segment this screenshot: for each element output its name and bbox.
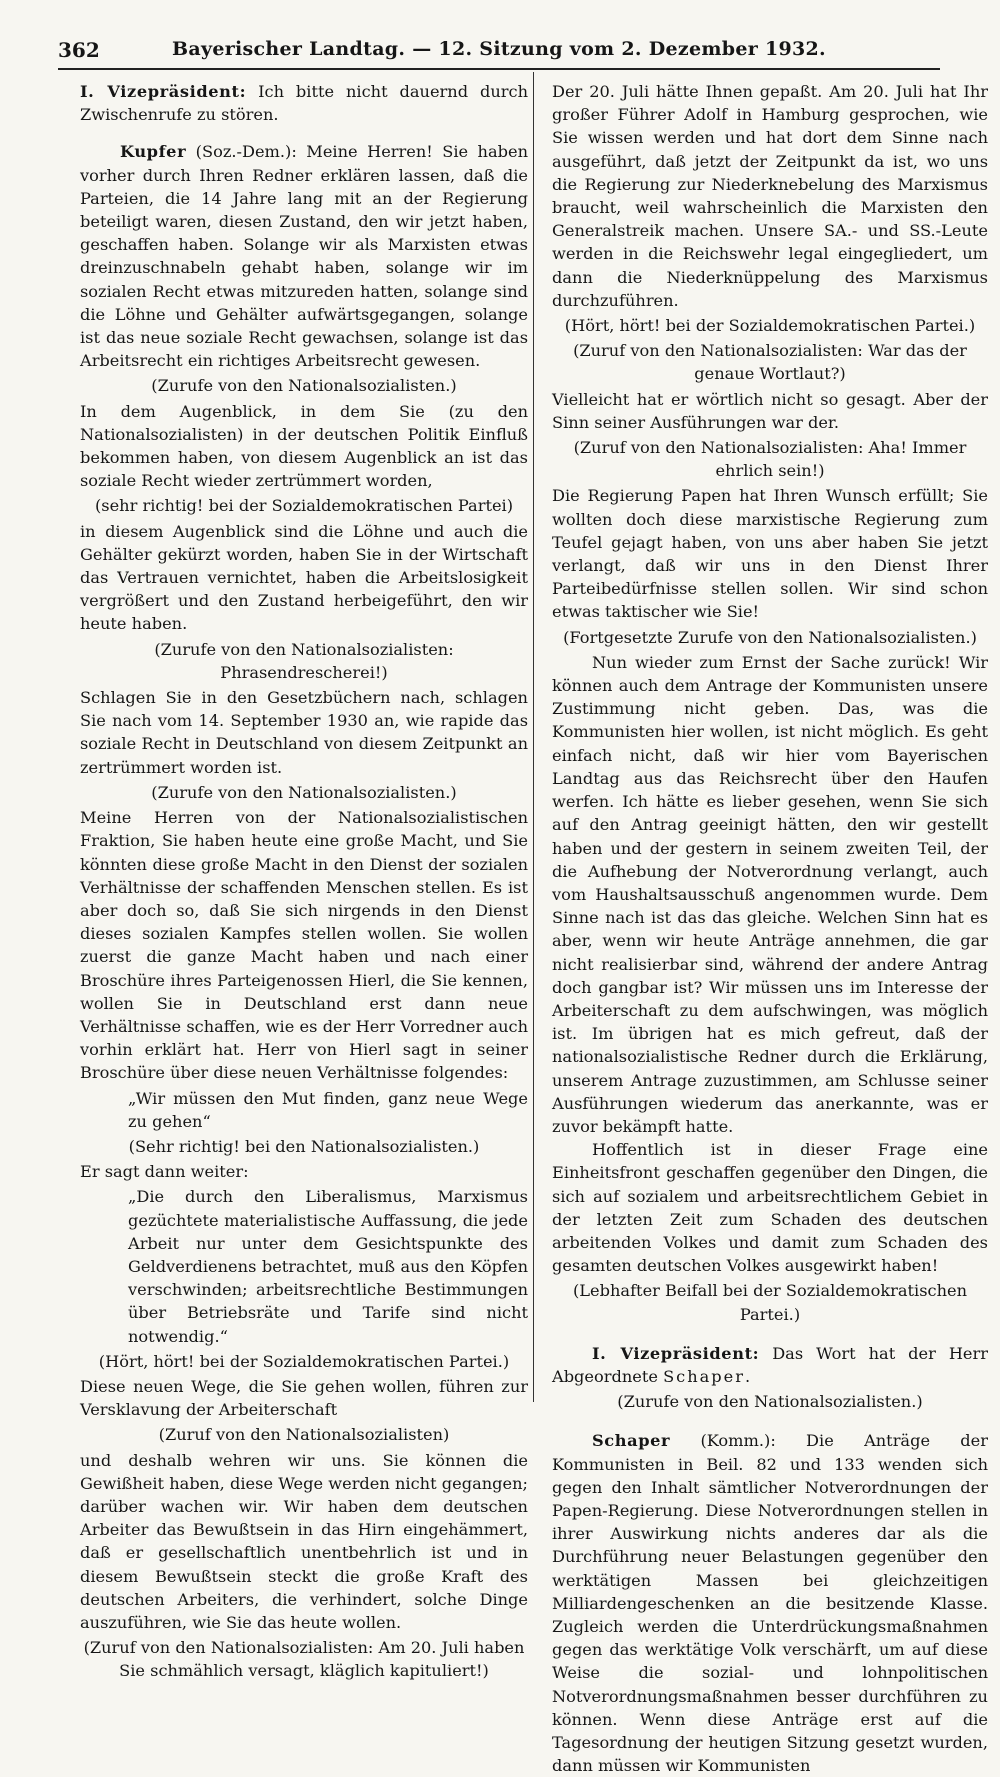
interjection: (Zurufe von den Nationalsozialisten: Phrasendrescherei!) — [154, 639, 454, 682]
paragraph: Nun wieder zum Ernst der Sache zurück! Wir können auch dem Antrage der Kommunisten unsere Zustimmung nicht geben. Das, was die Kommunisten hier wollen, ist nicht möglich. Es geht einfach nicht, daß wir hier vom Bayerischen Landtag aus das Reichsrecht über den Haufen werfen. Ich hätte es lieber gesehen, wenn Sie sich auf den Antrag geeinigt hätten, den wir gestellt haben und der gestern in seinem zweiten Teil, der die Aufhebung der Notverordnung verlangt, auch vom Haushaltsausschuß angenommen wurde. Dem Sinne nach ist das das gleiche. Welchen Sinn hat es aber, wenn wir heute Anträge annehmen, die gar nicht realisierbar sind, während der andere Antrag doch gangbar ist? Wir müssen uns im Interesse der Arbeiterschaft zu dem aufschwingen, was möglich ist. Im übrigen hat es mich gefreut, daß der nationalsozialistische Redner durch die Erklärung, unserem Antrage zuzustimmen, am Schlusse seiner Ausführungen wiederum das anerkannte, was er zuvor bekämpft hatte. — [552, 652, 988, 1136]
paragraph — [552, 1342, 988, 1388]
interjection: (Hört, hört! bei der Sozialdemokratischen Partei.) — [564, 316, 976, 336]
paragraph: Vielleicht hat er wörtlich nicht so gesagt. Aber der Sinn seiner Ausführungen war der. — [552, 389, 988, 432]
spacer — [552, 1415, 988, 1429]
interjection: (Zurufe von den Nationalsozialisten.) — [151, 782, 457, 802]
interjection: (Zuruf von den Nationalsozialisten) — [158, 1425, 450, 1445]
speech-text-end: . — [745, 1366, 751, 1386]
speaker-name: Schaper — [592, 1431, 671, 1451]
paragraph: und deshalb wehren wir uns. Sie können die Gewißheit haben, diese Wege werden nicht gegangen; darüber wachen wir. Wir haben dem deutschen Arbeiter das Bewußtsein in das Hirn eingehämmert, daß er gesellschaftlich unentbehrlich ist und in diesem Bewußtsein steckt die große Kraft des deutschen Arbeiters, die verhindert, solche Dinge auszuführen, wie Sie das heute wollen. — [80, 1450, 528, 1632]
quotation: „Die durch den Liberalismus, Marxismus gezüchtete materialistische Auffassung, die jede Arbeit nur unter dem Gesichtspunkte des Geldverdienens betrachtet, muß aus den Köpfen verschwinden; arbeitsrechtliche Bestimmungen über Betriebsräte und Tarife sind nicht notwendig.“ — [128, 1187, 528, 1346]
speech-text: Das Wort hat der Herr Abgeordnete — [552, 1343, 988, 1386]
paragraph — [552, 1429, 988, 1777]
column-divider — [533, 72, 534, 1402]
left-column — [80, 80, 528, 1685]
speaker-name: I. Vizepräsident: — [80, 82, 247, 101]
paragraph: Schlagen Sie in den Gesetzbüchern nach, schlagen Sie nach vom 14. September 1930 an, wie rapide das soziale Recht in Deutschland von diesem Zeitpunkt an zertrümmert worden ist. — [80, 688, 528, 777]
running-head: Bayerischer Landtag. — 12. Sitzung vom 2. Dezember 1932. — [172, 38, 826, 60]
page-number: 362 — [58, 38, 100, 62]
speaker-name: I. Vizepräsident: — [592, 1343, 760, 1363]
spacer — [552, 1328, 988, 1342]
page-header — [58, 34, 940, 70]
paragraph: Er sagt dann weiter: — [80, 1162, 249, 1182]
interjection: (sehr richtig! bei der Sozialdemokratischen Partei) — [94, 496, 514, 516]
paragraph: Hoffentlich ist in dieser Frage eine Einheitsfront geschaffen gegenüber den Dingen, die sich auf sozialem und arbeitsrechtlichem Gebiet in der letzten Zeit zum Schaden des deutschen arbeitenden Volkes und damit zum Schaden des gesamten deutschen Volkes ausgewirkt haben! — [552, 1140, 988, 1276]
paragraph: In dem Augenblick, in dem Sie (zu den Nationalsozialisten) in der deutschen Politik Einfluß bekommen haben, von diesem Augenblick an ist das soziale Recht wieder zertrümmert worden, — [80, 401, 528, 491]
interjection: (Zuruf von den Nationalsozialisten: War das der genaue Wortlaut?) — [573, 341, 967, 384]
member-name: Schaper — [663, 1366, 745, 1386]
right-column — [552, 80, 988, 1777]
quotation: „Wir müssen den Mut finden, ganz neue Wege zu gehen“ — [128, 1088, 528, 1131]
paragraph: Diese neuen Wege, die Sie gehen wollen, führen zur Versklavung der Arbeiterschaft — [80, 1376, 528, 1420]
paragraph: Der 20. Juli hätte Ihnen gepaßt. Am 20. Juli hat Ihr großer Führer Adolf in Hamburg gesprochen, wie Sie wissen werden und hat dort dem Sinne nach ausgeführt, daß jetzt der Zeitpunkt da ist, wo uns die Regierung zur Niederknebelung des Marxismus braucht, weil wahrscheinlich die Marxisten den Generalstreik machen. Unsere SA.- und SS.-Leute werden in die Reichswehr legal eingegliedert, um dann die Niederknüppelung des Marxismus durchzuführen. — [552, 82, 988, 310]
interjection: (Sehr richtig! bei den Nationalsozialisten.) — [128, 1136, 480, 1156]
interjection: (Zurufe von den Nationalsozialisten.) — [151, 376, 457, 396]
speech-text: (Soz.-Dem.): Meine Herren! Sie haben vorher durch Ihren Redner erklären lassen, daß die Parteien, die 14 Jahre lang mit an der Regierung beteiligt waren, diesen Zustand, den wir jetzt haben, geschaffen haben. Solange wir als Marxisten etwas dreinzuschnabeln gehabt haben, solange wir im sozialen Recht etwas mitzureden hatten, solange sind die Löhne und Gehälter aufwärtsgegangen, solange ist das neue soziale Recht gewachsen, solange ist das Arbeitsrecht ein richtiges Arbeitsrecht gewesen. — [80, 142, 528, 371]
paragraph — [80, 80, 528, 126]
interjection: (Hört, hört! bei der Sozialdemokratischen Partei.) — [98, 1351, 510, 1371]
spacer — [80, 126, 528, 140]
speech-text: Ich bitte nicht dauernd durch Zwischenrufe zu stören. — [80, 82, 528, 125]
paragraph — [80, 140, 528, 372]
speaker-name: Kupfer — [120, 142, 187, 162]
paragraph: Meine Herren von der Nationalsozialistischen Fraktion, Sie haben heute eine große Macht, und Sie könnten diese große Macht in den Dienst der sozialen Verhältnisse der schaffenden Menschen stellen. Es ist aber doch so, daß Sie sich nirgends in den Dienst dieses sozialen Kampfes stellen wollen. Sie wollen zuerst die ganze Macht haben und nach einer Broschüre ihres Parteigenossen Hierl, die Sie kennen, wollen Sie in Deutschland erst dann neue Verhältnisse schaffen, wie es der Herr Vorredner auch vorhin erklärt hat. Herr von Hierl sagt in seiner Broschüre über diese neuen Verhältnisse folgendes: — [80, 808, 528, 1083]
paragraph: in diesem Augenblick sind die Löhne und auch die Gehälter gekürzt worden, haben Sie in der Wirtschaft das Vertrauen vernichtet, haben die Arbeitslosigkeit vergrößert und den Zustand herbeigeführt, den wir heute haben. — [80, 521, 528, 634]
paragraph: Die Regierung Papen hat Ihren Wunsch erfüllt; Sie wollten doch diese marxistische Regierung zum Teufel gejagt haben, von uns aber haben Sie jetzt verlangt, daß wir uns in den Dienst Ihrer Parteibedürfnisse stellen sollen. Wir sind schon etwas taktischer wie Sie! — [552, 486, 988, 622]
interjection: (Fortgesetzte Zurufe von den Nationalsozialisten.) — [563, 627, 977, 647]
interjection: (Lebhafter Beifall bei der Sozialdemokratischen Partei.) — [572, 1281, 968, 1324]
speech-text: (Komm.): Die Anträge der Kommunisten in Beil. 82 und 133 wenden sich gegen den Inhalt sämtlicher Notverordnungen der Papen-Regierung. Diese Notverordnungen stellen in ihrer Auswirkung nichts anderes dar als die Durchführung neuer Belastungen gegenüber den werktätigen Massen bei gleichzeitigen Milliardengeschenken an die besitzende Klasse. Zugleich werden die Unterdrückungsmaßnahmen gegen das werktätige Volk verschärft, um auf diese Weise die sozial- und lohnpolitischen Notverordnungsmaßnahmen besser durchführen zu können. Wenn diese Anträge erst auf die Tagesordnung der heutigen Sitzung gesetzt wurden, dann müssen wir Kommunisten — [552, 1431, 988, 1776]
interjection: (Zurufe von den Nationalsozialisten.) — [617, 1392, 923, 1412]
interjection: (Zuruf von den Nationalsozialisten: Am 20. Juli haben Sie schmählich versagt, kläglich kapituliert!) — [83, 1638, 525, 1681]
interjection: (Zuruf von den Nationalsozialisten: Aha! Immer ehrlich sein!) — [573, 438, 967, 481]
